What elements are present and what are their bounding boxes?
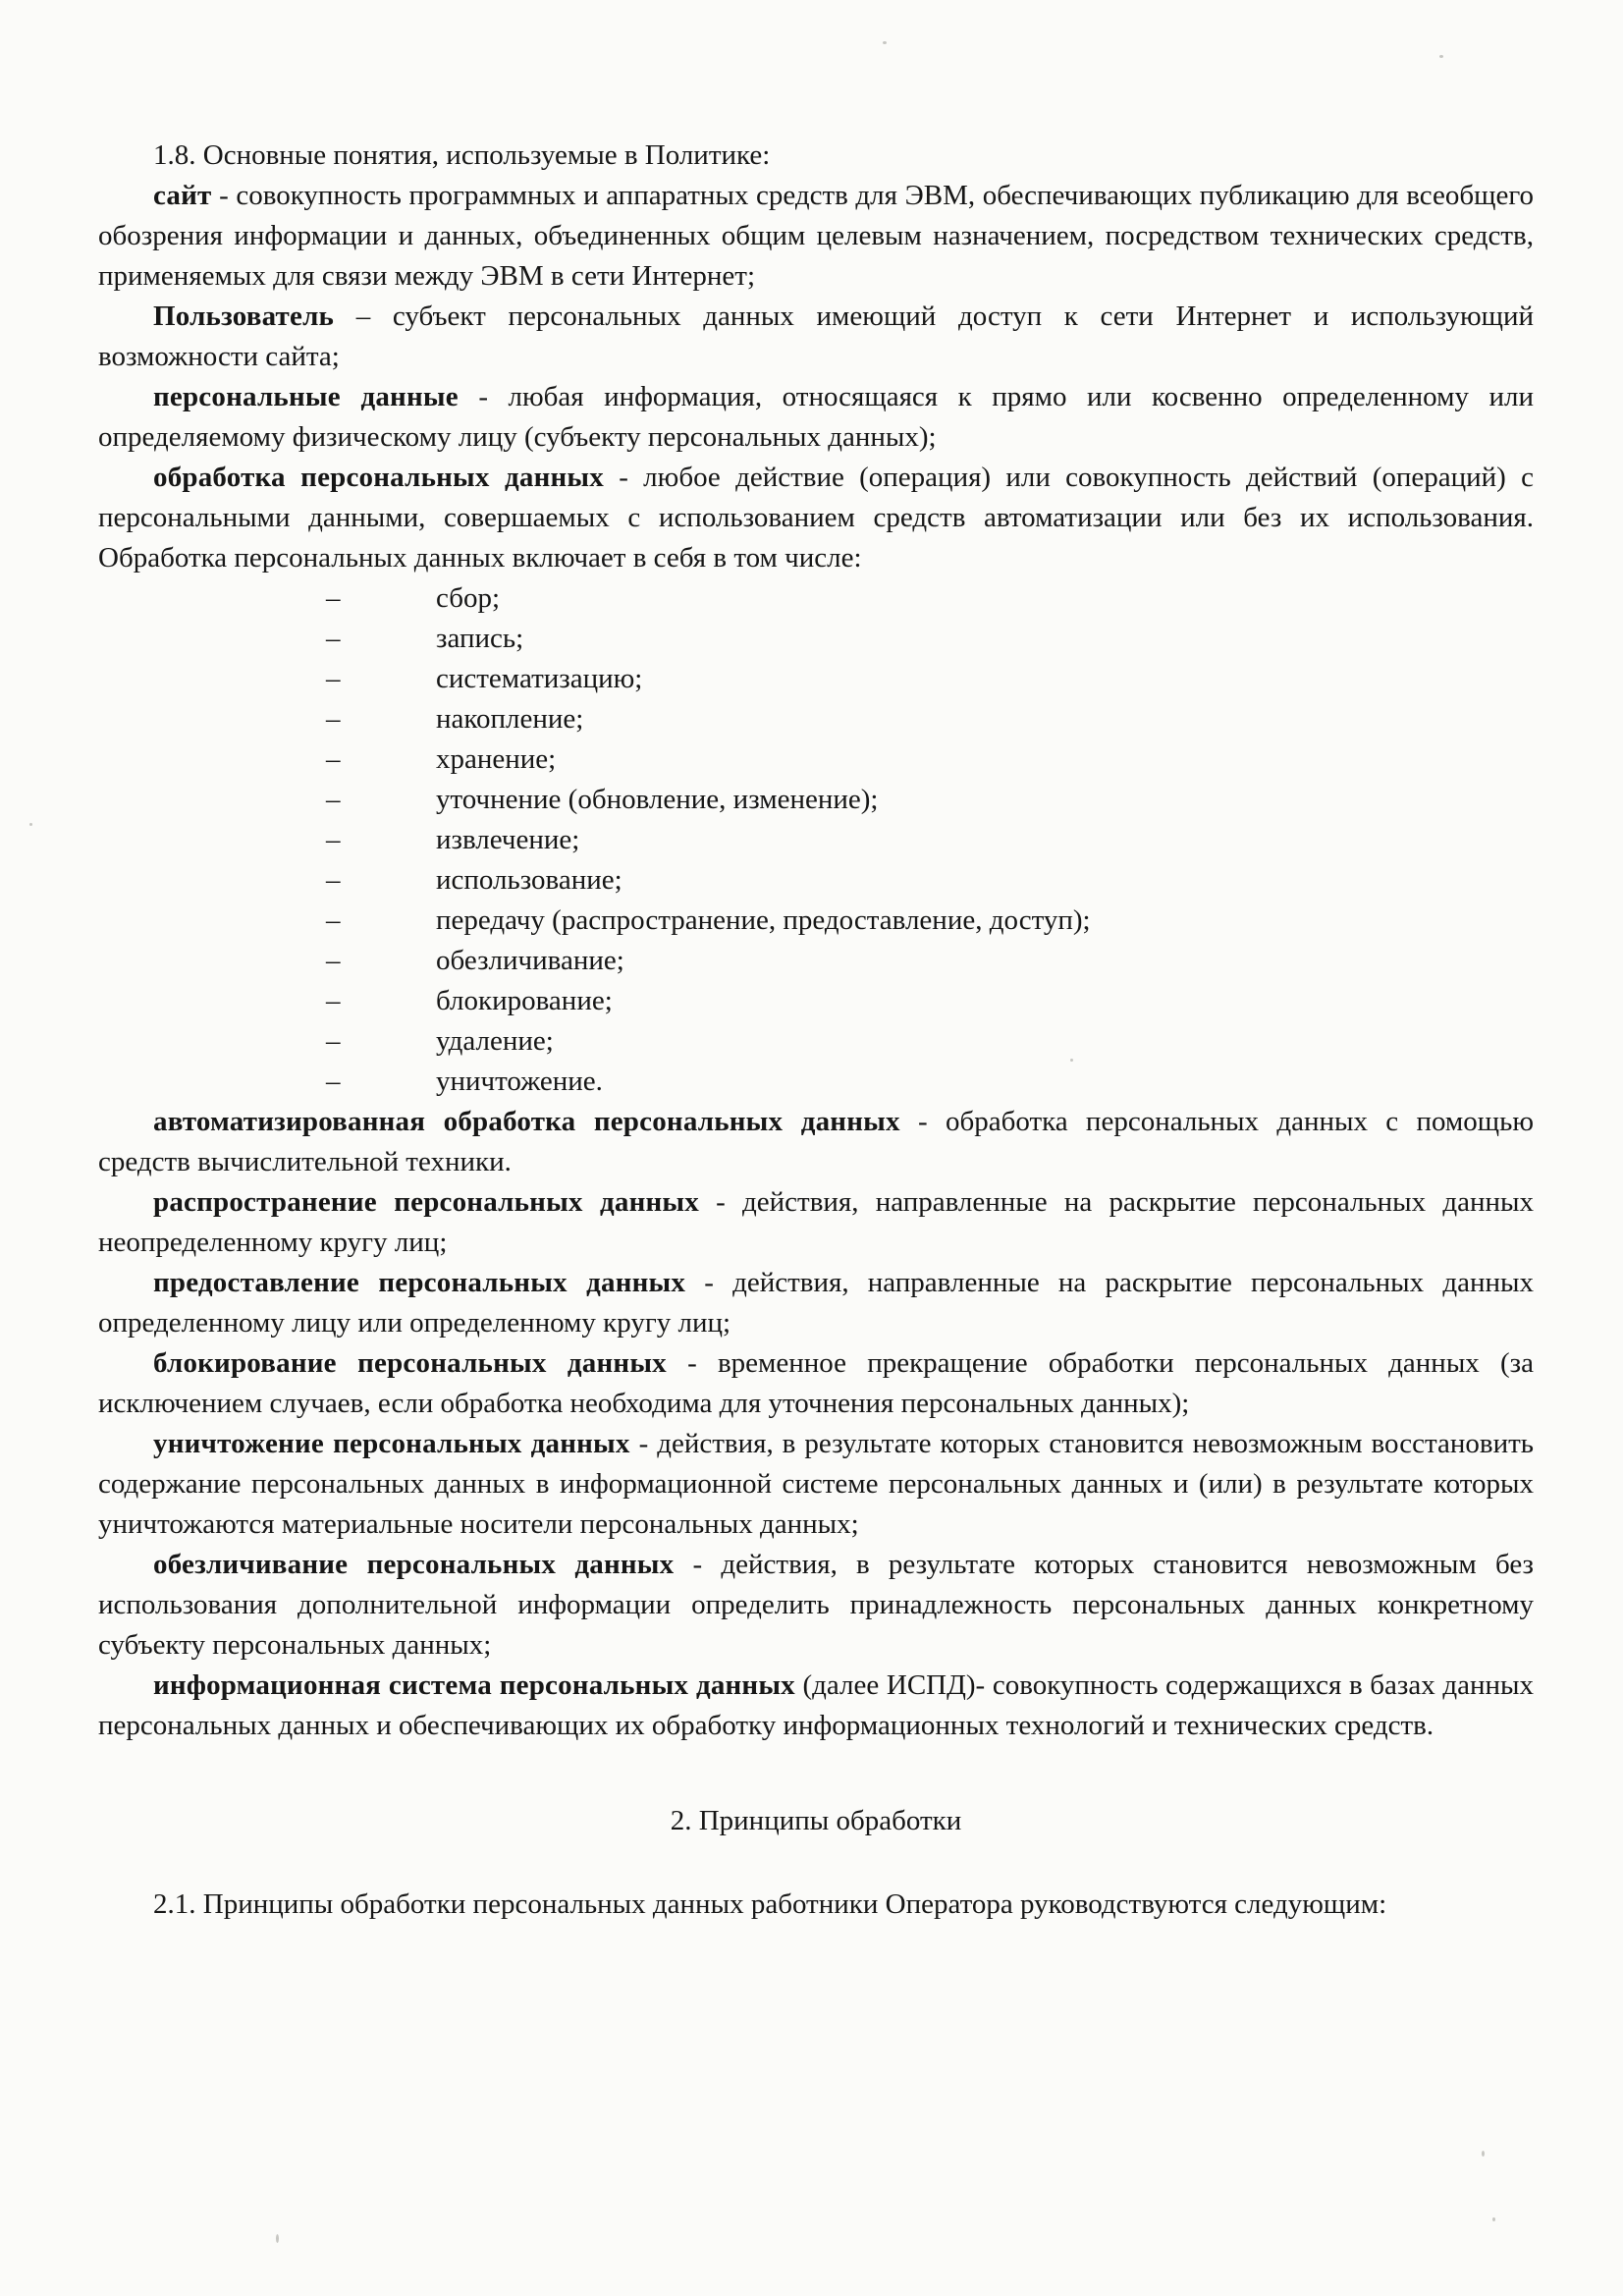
scan-speckle [1492,2217,1495,2221]
list-dash-marker: – [326,904,341,936]
list-dash-marker: – [326,623,341,654]
definition-term: предоставление персональных данных [153,1267,686,1298]
paragraph-2-1: 2.1. Принципы обработки персональных данных работники Оператора руководствуются следующим: [153,1888,1387,1920]
list-item-text: обезличивание; [436,945,624,976]
list-dash-marker: – [326,985,341,1016]
definition-text: - действия, в результате которых становится невозможным без использования дополнительной информации определить принадлежность персональных данных конкретному субъекту персональных данных; [98,1549,1535,1661]
list-item-text: извлечение; [436,824,580,855]
definition-avtomatizirovannaya-obrabotka [98,1102,1534,1182]
list-dash-marker: – [326,663,341,694]
scan-speckle [883,41,887,44]
list-item-text: передачу (распространение, предоставление, доступ); [436,904,1091,936]
list-item-text: использование; [436,864,622,896]
list-item-text: запись; [436,623,524,654]
list-item [98,820,1534,860]
definition-term: обработка персональных данных [153,462,604,493]
processing-actions-list [98,578,1534,1102]
definition-unichtozhenie-pd [98,1424,1534,1545]
list-item-text: уничтожение. [436,1066,603,1097]
definition-rasprostranenie-pd [98,1182,1534,1263]
list-dash-marker: – [326,582,341,614]
definition-personalnye-dannye [98,377,1534,458]
definition-text: - совокупность программных и аппаратных средств для ЭВМ, обеспечивающих публикацию для всеобщего обозрения информации и данных, объединенных общим целевым назначением, посредством технических средств, применяемых для связи между ЭВМ в сети Интернет; [98,180,1534,292]
definition-term: распространение персональных данных [153,1186,699,1218]
definition-text: - любая информация, относящаяся к прямо или косвенно определенному или определяемому физическому лицу (субъекту персональных данных); [98,381,1534,453]
list-dash-marker: – [326,784,341,815]
list-item [98,619,1534,659]
definition-text: - любое действие (операция) или совокупность действий (операций) с персональными данными, совершаемых с использованием средств автоматизации или без их использования. Обработка персональных данных включает в себя в том числе: [98,462,1534,574]
definition-text: - временное прекращение обработки персональных данных (за исключением случаев, если обработка необходима для уточнения персональных данных); [98,1347,1534,1419]
definition-term: автоматизированная обработка персональных данных [153,1106,900,1137]
definition-term: Пользователь [153,301,335,332]
list-item [98,1062,1534,1102]
definition-term: сайт [153,180,212,211]
definition-blokirovanie-pd [98,1343,1534,1424]
definition-text: - действия, направленные на раскрытие персональных данных неопределенному кругу лиц; [98,1186,1534,1258]
list-item-text: сбор; [436,582,501,614]
scan-speckle [1482,2151,1485,2157]
list-item [98,578,1534,619]
definition-text: - действия, в результате которых становится невозможным восстановить содержание персональных данных в информационной системе персональных данных и (или) в результате которых уничтожаются материальные носители персональных данных; [98,1428,1535,1540]
list-dash-marker: – [326,1025,341,1057]
list-item-text: хранение; [436,743,557,775]
definition-obrabotka-pd [98,458,1534,578]
definition-term: обезличивание персональных данных [153,1549,675,1580]
list-dash-marker: – [326,824,341,855]
document-body [98,136,1534,1925]
list-item [98,739,1534,780]
definition-term: персональные данные [153,381,459,412]
scan-speckle [1439,55,1443,58]
list-item [98,901,1534,941]
definition-text: – субъект персональных данных имеющий доступ к сети Интернет и использующий возможности сайта; [98,301,1535,372]
definition-polzovatel [98,297,1534,377]
list-item [98,780,1534,820]
list-item [98,981,1534,1021]
definition-sait [98,176,1534,297]
definition-obezlichivanie-pd [98,1545,1534,1666]
list-dash-marker: – [326,945,341,976]
section-heading: 2. Принципы обработки [670,1805,962,1836]
intro-text: 1.8. Основные понятия, используемые в Политике: [153,139,771,171]
scan-speckle [276,2234,279,2243]
list-dash-marker: – [326,1066,341,1097]
list-item [98,941,1534,981]
paragraph-intro [98,136,1534,176]
definition-ispd [98,1666,1534,1746]
list-item-text: блокирование; [436,985,613,1016]
list-dash-marker: – [326,743,341,775]
list-item [98,1021,1534,1062]
list-dash-marker: – [326,703,341,735]
list-item-text: уточнение (обновление, изменение); [436,784,879,815]
list-item-text: накопление; [436,703,584,735]
definition-term: блокирование персональных данных [153,1347,667,1379]
definition-predostavlenie-pd [98,1263,1534,1343]
definition-text: (далее ИСПД)- совокупность содержащихся в базах данных персональных данных и обеспечивающих их обработку информационных технологий и технических средств. [98,1669,1535,1741]
definition-term: информационная система персональных данных [153,1669,795,1701]
list-item [98,860,1534,901]
list-dash-marker: – [326,864,341,896]
definition-text: - обработка персональных данных с помощью средств вычислительной техники. [98,1106,1535,1177]
list-item-text: удаление; [436,1025,554,1057]
list-item-text: систематизацию; [436,663,643,694]
list-item [98,659,1534,699]
scan-speckle [29,823,32,826]
definition-term: уничтожение персональных данных [153,1428,630,1459]
list-item [98,699,1534,739]
definition-text: - действия, направленные на раскрытие персональных данных определенному лицу или определенному кругу лиц; [98,1267,1534,1339]
